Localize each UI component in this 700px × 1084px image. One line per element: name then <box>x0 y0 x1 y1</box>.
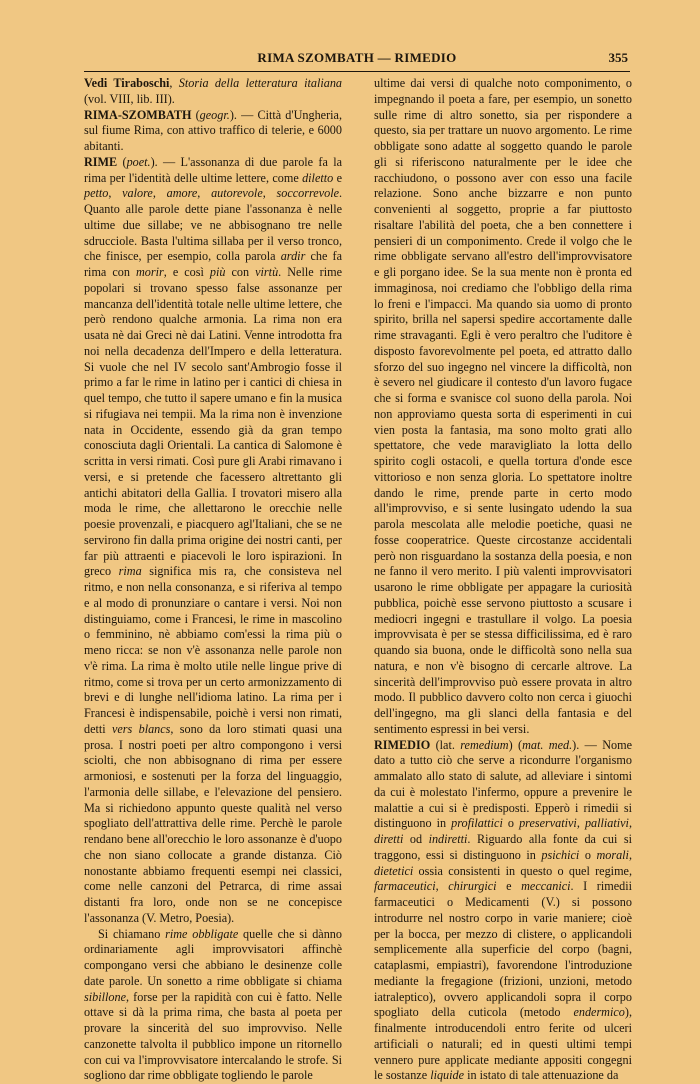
running-header <box>84 44 630 72</box>
right-column <box>374 76 632 996</box>
paragraph: RIME (poet.). — L'assonanza di due parole fa la rima per l'identità delle ultime lettere, come diletto e petto, valore, amore, autorevole, soccorrevole. Quanto alle parole dette piane l'assonanza è nelle ultime due sillabe; ve ne abbisognano tre nelle sdrucciole. Basta l'ultima sillaba per il verso tronco, che finisce, per esempio, colla parola ardir che fa rima con morir, e così più con virtù. Nelle rime popolari si trovano spesso false assonanze per mancanza dell'identità totale nelle ultime lettere, che però rendono qualche armonia. La rima non era usata nè dai Greci nè dai Latini. Venne introdotta fra noi nella decadenza dell'Impero e della letteratura. Si vuole che nel IV secolo sant'Ambrogio fosse il primo a far le rime in latino per i cantici di chiesa in quel tempo, che tutto il sapere umano e fin la musica si rifugiava nei tempii. Ma la rima non è invenzione nata in Occidente, essendo già da gran tempo conosciuta dagli Orientali. La cantica di Salomone è scritta in versi rimati. Così pure gli Arabi rimavano i versi, e si pretende che facessero altrettanto gli antichi abitatori della Gallia. I trovatori misero alla moda le rime, che allettarono le orecchie nelle poesie provenzali, e piacquero agl'Italiani, che se ne servirono fin dalla prima origine dei nostri canti, per far più attraenti e piacevoli le loro ispirazioni. In greco rima significa mis ra, che consisteva nel ritmo, e non nella consonanza, e si riferiva al tempo e al modo di pronunziare o cantare i versi. Noi non distinguiamo, come i Francesi, le rime in mascolino o femminino, nè abbiamo com'essi la rima più o meno ricca: se non v'è assonanza nelle parole non v'è rima. La rima è molto utile nelle lingue prive di ritmo, come si trova per un certo armonizzamento di brevi e di lunghe nell'idioma latino. La rima per i Francesi è indispensabile, poichè i versi non rimati, detti vers blancs, sono da loro stimati quasi una prosa. I nostri poeti per altro compongono i versi sciolti, che non abbisognano di rima per essere armoniosi, e sostenuti per la forza del linguaggio, l'armonia delle sillabe, e l'elevazione del pensiero. Ma si richiedono appunto queste qualità nel verso spogliato dell'attrattiva delle rime. Perchè le parole rendano bene all'orecchio le loro assonanze è d'uopo che non siano collocate a grande distanza. Ciò nonostante abbiamo frequenti esempi nei classici, come nelle canzoni del Petrarca, di rime assai distanti fra loro, onde non se ne concepisce l'assonanza (V. Metro, Poesia). <box>84 155 342 927</box>
paragraph: RIMEDIO (lat. remedium) (mat. med.). — Nome dato a tutto ciò che serve a ricondurre l'organismo ammalato allo stato di salute, ad alleviare i sintomi da cui è molestato l'infermo, oppure a prevenire le malattie a cui si è predisposti. Epperò i rimedii si distinguono in profilattici o preservativi, palliativi, diretti od indiretti. Riguardo alla fonte da cui si traggono, essi si distinguono in psichici o morali, dietetici ossia consistenti in questo o quel regime, farmaceutici, chirurgici e meccanici. I rimedii farmaceutici o Medicamenti (V.) si possono introdurre nel nostro corpo in varie maniere; cioè per la bocca, per mezzo di clistere, o applicandoli semplicemente alla superficie del corpo (bagni, cataplasmi, empiastri), favorendone l'introduzione mediante la fregagione (frizioni, unzioni, metodo iatraleptico), ovvero applicandoli sopra il corpo spogliato della cuticola (metodo endermico), finalmente introducendoli entro ferite od ulceri artificiali o naturali; ed in questi ultimi tempi vennero pure applicate mediante appositi congegni le sostanze liquide in istato di tale attenuazione da <box>374 738 632 1084</box>
page-number: 355 <box>609 50 629 66</box>
paragraph: Si chiamano rime obbligate quelle che si dànno ordinariamente agli improvvisatori affinchè compongano versi che abbiano le desinenze colle date parole. Un sonetto a rime obbligate si chiama sibillone, forse per la rapidità con cui è fatto. Nelle ottave si dà la prima rima, che basta al poeta per provare la sincerità del suo improvviso. Nelle canzonette talvolta il pubblico impone un ritornello con cui va l'improvvisatore intercalando le strofe. Si sogliono dar rime obbligate togliendo le parole <box>84 927 342 1084</box>
header-title: RIMA SZOMBATH — RIMEDIO <box>84 50 630 66</box>
left-column <box>84 76 342 996</box>
paragraph: ultime dai versi di qualche noto componimento, o impegnando il poeta a fare, per esempio, un sonetto sulle rime di altro sonetto, sia per rispondere a questo, sia per trattare un nuovo argomento. Le rime obbligate sono adatte al soggetto quando le parole gli si riferiscono naturalmente per le idee che racchiudono, o possono aver con esso una facile relazione. Sono anche bizzarre e non punto convenienti al soggetto, proprie a far piuttosto risaltare l'abilità del poeta, che a ben connettere i pensieri di un componimento. Crede il volgo che le rime obbligate servano all'estro dell'improvvisatore e gli porgano idee. Se la sua mente non è pronta ed immaginosa, noi crediamo che l'obbligo della rima lo freni e l'impacci. Ma quando sia uomo di pronto spirito, brilla nel sapersi spedire accortamente dalle rime stravaganti. Egli è vero peraltro che l'uditore è disposto favorevolmente pel poeta, ed attratto dallo sforzo del suo ingegno nel vincere la difficoltà, non è severo nel giudicare il contesto d'un lavoro fugace che si forma e svanisce col suono della parola. Noi non approviamo questa sorta di esperimenti in cui vien posta la fantasia, ma sono molto grati allo spettatore, che vede maravigliato la lotta dello spirito cogli ostacoli, e quella tortura d'onde esce vittorioso e non senza gloria. Lo spettatore inoltre dando le rime, prende parte in certo modo all'improvviso, e si sente lusingato udendo la sua parola mescolata alle melodie poetiche, quasi ne fosse cooperatrice. Queste circostanze accidentali però non risguardano la sostanza della poesia, e non ne fanno il vero merito. I più valenti improvvisatori usarono le rime obbligate per appagare la curiosità pubblica, poichè esse servono piuttosto a scusare i mediocri ingegni e trastullare il volgo. La poesia improvvisata è per se stessa difficilissima, ed è raro quando sia buona, onde le difficoltà sono nella sua natura, e non v'è bisogno di cercarle altrove. La sincerità dell'improvviso può essere provata in altro modo. Il pubblico davvero colto non cerca i giuochi dell'ingegno, ma gli slanci della fantasia e del sentimento espressi in bei versi. <box>374 76 632 738</box>
paragraph: Vedi Tiraboschi, Storia della letteratura italiana (vol. VIII, lib. III). <box>84 76 342 108</box>
paragraph: RIMA-SZOMBATH (geogr.). — Città d'Ungheria, sul fiume Rima, con attivo traffico di telerie, e 6000 abitanti. <box>84 108 342 155</box>
